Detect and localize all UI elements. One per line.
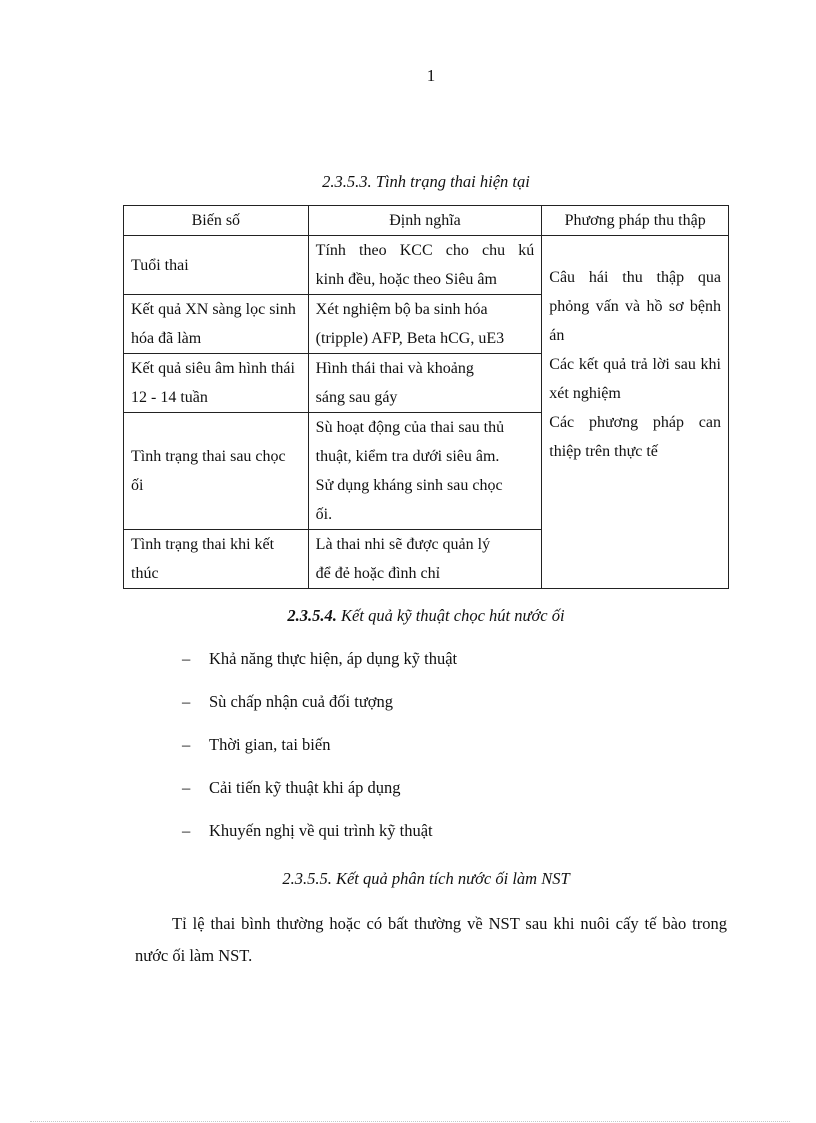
dash-bullet: – bbox=[182, 735, 191, 754]
page-bottom-rule bbox=[30, 1121, 790, 1122]
list-item bbox=[182, 775, 457, 818]
list-item-text: Khuyến nghị về qui trình kỹ thuật bbox=[209, 821, 433, 840]
list-item-text: Cải tiến kỹ thuật khi áp dụng bbox=[209, 778, 401, 797]
page-number: 1 bbox=[426, 66, 436, 85]
definition-line: Là thai nhi sẽ được quản lý bbox=[315, 536, 491, 553]
definition-line: kinh đều, hoặc theo Siêu âm bbox=[315, 271, 497, 288]
list-item bbox=[182, 646, 457, 689]
table-row bbox=[124, 236, 729, 295]
list-item bbox=[182, 689, 457, 732]
cell-variable: Tình trạng thai khi kết thúc bbox=[124, 530, 309, 589]
header-variable: Biến số bbox=[124, 206, 309, 236]
dash-bullet: – bbox=[182, 692, 191, 711]
method-item: Các kết quả trả lời sau khi xét nghiệm bbox=[549, 356, 721, 402]
cell-definition bbox=[308, 236, 542, 295]
dash-bullet: – bbox=[182, 649, 191, 668]
method-item: Các phương pháp can thiệp trên thực tế bbox=[549, 414, 721, 460]
definition-line: Sù hoạt động của thai sau thủ bbox=[315, 419, 505, 436]
cell-definition bbox=[308, 413, 542, 530]
cell-method bbox=[542, 236, 729, 589]
definition-line: (tripple) AFP, Beta hCG, uE3 bbox=[315, 330, 505, 347]
section-heading-2-3-5-3: 2.3.5.3. Tình trạng thai hiện tại bbox=[322, 172, 530, 191]
header-method: Phương pháp thu thập bbox=[542, 206, 729, 236]
cell-definition bbox=[308, 354, 542, 413]
cell-variable: Tuổi thai bbox=[124, 236, 309, 295]
list-item bbox=[182, 732, 457, 775]
list-item-text: Sù chấp nhận cuả đối tượng bbox=[209, 692, 394, 711]
definition-line: Xét nghiệm bộ ba sinh hóa bbox=[315, 301, 488, 318]
body-paragraph: Tỉ lệ thai bình thường hoặc có bất thường về NST sau khi nuôi cấy tế bào trong nước ối làm NST. bbox=[135, 914, 727, 965]
cell-definition bbox=[308, 530, 542, 589]
section-number: 2.3.5.4. bbox=[287, 606, 337, 625]
dash-bullet: – bbox=[182, 821, 191, 840]
definition-line: sáng sau gáy bbox=[315, 389, 398, 406]
section-heading-2-3-5-5: 2.3.5.5. Kết quả phân tích nước ối làm NST bbox=[282, 869, 570, 888]
cell-variable: Tình trạng thai sau chọc ối bbox=[124, 413, 309, 530]
section-title: Kết quả kỹ thuật chọc hút nước ối bbox=[341, 606, 565, 625]
cell-variable: Kết quả siêu âm hình thái 12 - 14 tuần bbox=[124, 354, 309, 413]
section-heading-2-3-5-4 bbox=[0, 606, 816, 626]
cell-definition bbox=[308, 295, 542, 354]
method-item: Câu hái thu thập qua phỏng vấn và hồ sơ bệnh án bbox=[549, 269, 721, 344]
definition-line: ối. bbox=[315, 506, 333, 523]
list-item-text: Khả năng thực hiện, áp dụng kỹ thuật bbox=[209, 649, 458, 668]
definition-line: thuật, kiểm tra dưới siêu âm. bbox=[315, 448, 500, 465]
table-header-row bbox=[124, 206, 729, 236]
header-definition: Định nghĩa bbox=[308, 206, 542, 236]
definition-line: Sử dụng kháng sinh sau chọc bbox=[315, 477, 503, 494]
list-item bbox=[182, 818, 457, 861]
list-item-text: Thời gian, tai biến bbox=[209, 735, 331, 754]
definition-line: Tính theo KCC cho chu kú bbox=[315, 242, 535, 259]
dash-bullet: – bbox=[182, 778, 191, 797]
definition-line: để đẻ hoặc đình chỉ bbox=[315, 565, 441, 582]
cell-variable: Kết quả XN sàng lọc sinh hóa đã làm bbox=[124, 295, 309, 354]
variables-table bbox=[123, 205, 729, 589]
results-list bbox=[182, 646, 457, 861]
definition-line: Hình thái thai và khoảng bbox=[315, 360, 474, 377]
